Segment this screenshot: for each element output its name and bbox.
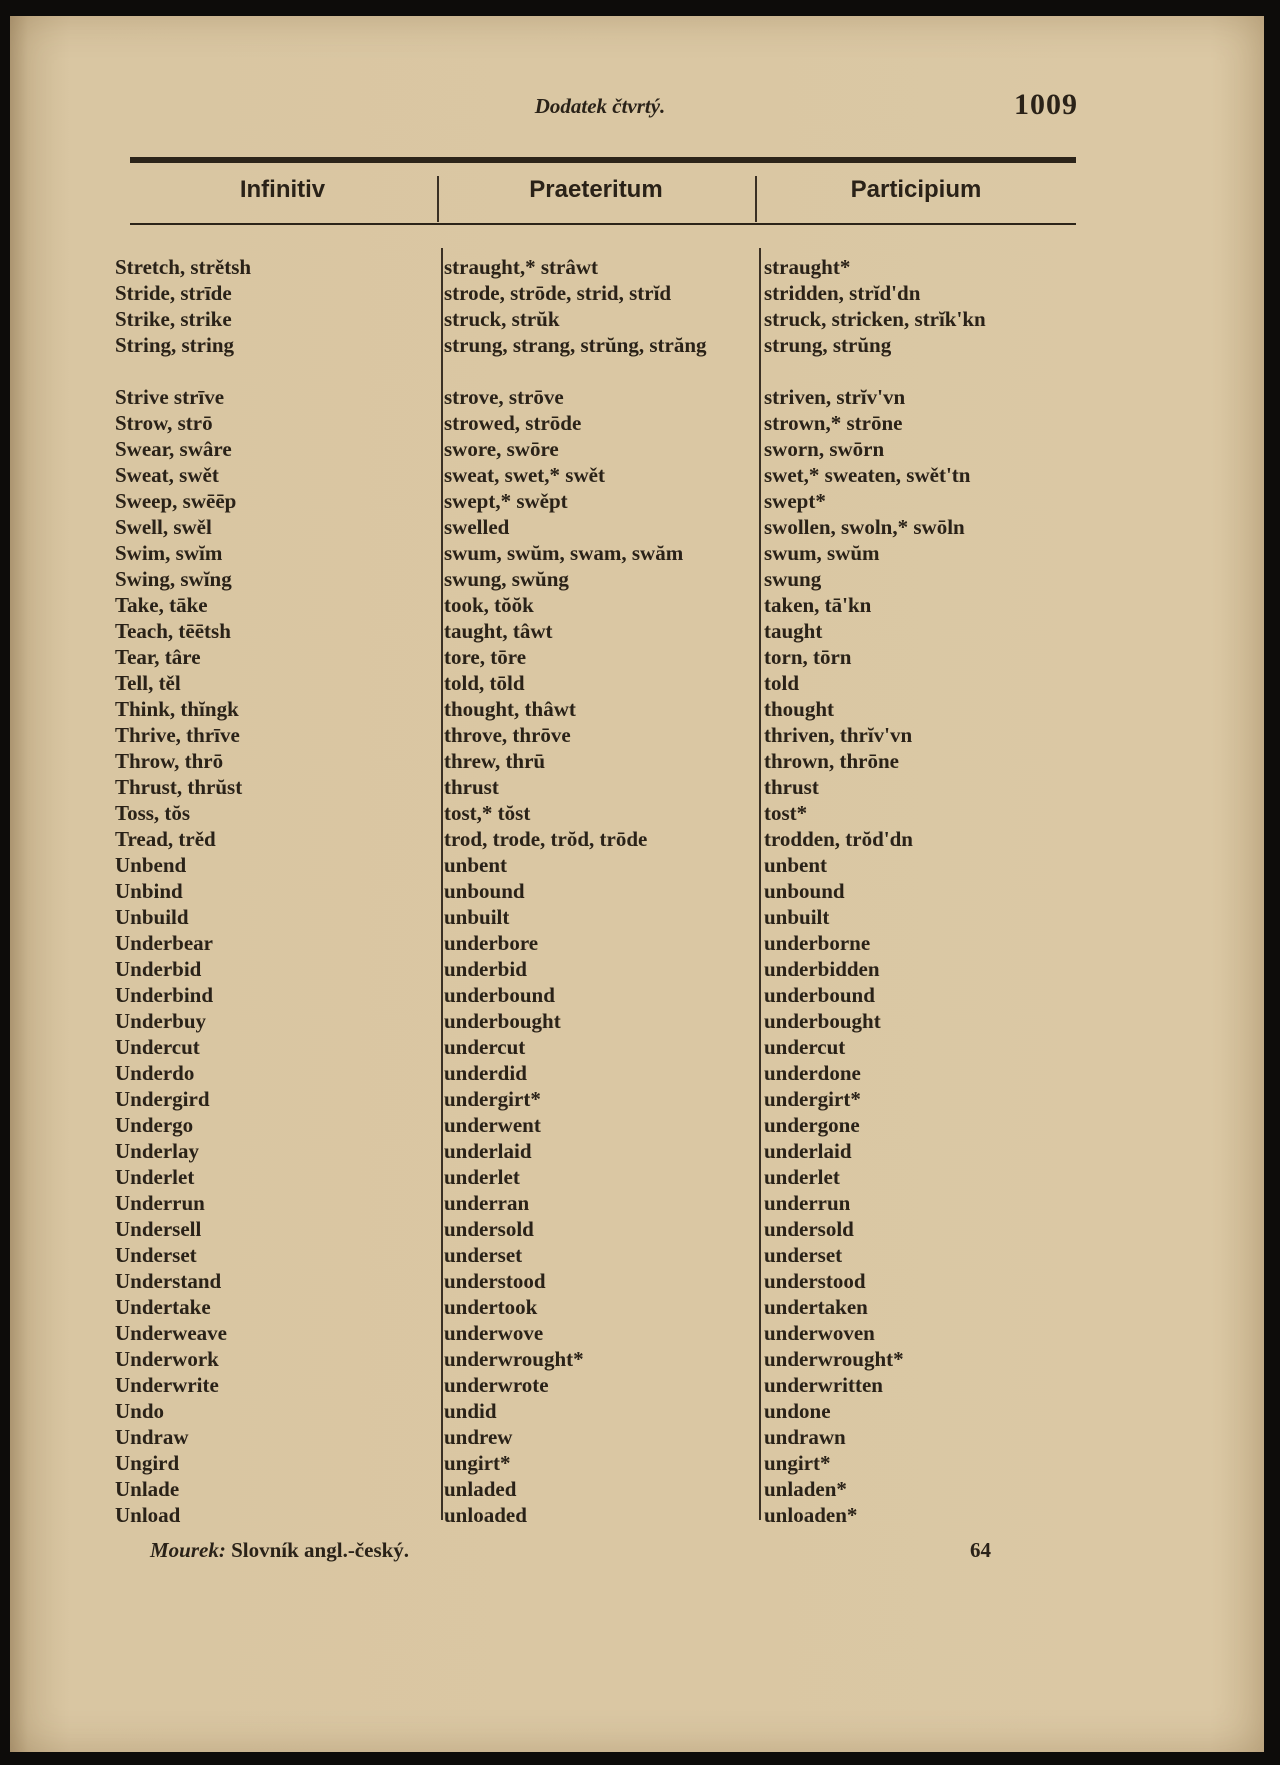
infinitive-cell: Take, tāke [115,593,208,617]
infinitive-cell: Throw, thrō [115,749,224,773]
preterite-cell: told, tōld [444,671,525,695]
preterite-cell: throve, thrōve [444,723,571,747]
infinitive-cell: Tell, těl [115,671,181,695]
preterite-cell: unloaded [444,1503,527,1527]
participle-cell: underset [764,1243,843,1267]
infinitive-cell: Underbear [115,931,213,955]
table-row [10,306,1264,332]
signature-line [150,1538,409,1563]
preterite-cell: underwove [444,1321,544,1345]
table-row [10,982,1264,1008]
table-row [10,566,1264,592]
participle-cell: undersold [764,1217,854,1241]
infinitive-cell: Unlade [115,1477,180,1501]
preterite-cell: undergirt* [444,1087,541,1111]
infinitive-cell: Unload [115,1503,181,1527]
preterite-cell: strowed, strōde [444,411,582,435]
preterite-cell: strode, strōde, strid, strĭd [444,281,672,305]
participle-cell: underbound [764,983,875,1007]
infinitive-cell: Toss, tŏs [115,801,191,825]
participle-cell: taken, tā'kn [764,593,872,617]
table-row [10,1294,1264,1320]
infinitive-cell: Underbid [115,957,202,981]
participle-cell: struck, stricken, strĭk'kn [764,307,986,331]
infinitive-cell: Understand [115,1269,222,1293]
table-row [10,1034,1264,1060]
participle-cell: unbuilt [764,905,830,929]
participle-cell: underwritten [764,1373,883,1397]
participle-cell: undone [764,1399,831,1423]
participle-cell: underdone [764,1061,861,1085]
participle-cell: swept* [764,489,826,513]
preterite-cell: tore, tōre [444,645,527,669]
preterite-cell: underset [444,1243,523,1267]
participle-cell: swet,* sweaten, swět'tn [764,463,971,487]
preterite-cell: took, tŏŏk [444,593,534,617]
preterite-cell: underdid [444,1061,527,1085]
table-row [10,332,1264,384]
participle-cell: thriven, thrĭv'vn [764,723,913,747]
table-row [10,826,1264,852]
table-row [10,436,1264,462]
infinitive-cell: Underbuy [115,1009,207,1033]
participle-cell: swung [764,567,822,591]
preterite-cell: underwent [444,1113,541,1137]
participle-cell: taught [764,619,823,643]
table-row [10,644,1264,670]
infinitive-cell: Underlay [115,1139,199,1163]
preterite-cell: taught, tâwt [444,619,553,643]
preterite-cell: underran [444,1191,530,1215]
footer-author: Mourek: [150,1538,226,1562]
preterite-cell: underwrote [444,1373,549,1397]
signature-number: 64 [970,1538,991,1562]
participle-cell: strung, strŭng [764,333,892,357]
table-row [10,618,1264,644]
infinitive-cell: Sweep, swēēp [115,489,237,513]
column-header-rule [130,223,1076,225]
participle-cell: swum, swŭm [764,541,880,565]
participle-cell: tost* [764,801,808,825]
preterite-cell: swore, swōre [444,437,559,461]
table-row [10,1112,1264,1138]
infinitive-cell: String, string [115,333,235,357]
preterite-cell: underlet [444,1165,520,1189]
participle-cell: underbidden [764,957,880,981]
participle-cell: torn, tōrn [764,645,852,669]
table-row [10,280,1264,306]
participle-cell: underwrought* [764,1347,904,1371]
preterite-cell: underbore [444,931,539,955]
infinitive-cell: Sweat, swět [115,463,219,487]
preterite-cell: sweat, swet,* swět [444,463,605,487]
preterite-cell: understood [444,1269,546,1293]
table-row [10,540,1264,566]
infinitive-cell: Undo [115,1399,165,1423]
participle-cell: strown,* strōne [764,411,903,435]
preterite-cell: struck, strŭk [444,307,560,331]
infinitive-cell: Stretch, strětsh [115,255,252,279]
participle-cell: unladen* [764,1477,847,1501]
infinitive-cell: Undercut [115,1035,200,1059]
preterite-cell: unladed [444,1477,517,1501]
header-rule [130,157,1076,163]
infinitive-cell: Undertake [115,1295,211,1319]
infinitive-cell: Underwork [115,1347,219,1371]
table-row [10,722,1264,748]
running-title: Dodatek čtvrtý. [534,94,666,118]
table-row [10,852,1264,878]
participle-cell: straught* [764,255,851,279]
participle-cell: understood [764,1269,866,1293]
table-row [10,1502,1264,1528]
participle-cell: thrust [764,775,819,799]
infinitive-cell: Strow, strō [115,411,213,435]
participle-cell: thrown, thrōne [764,749,899,773]
participle-cell: undertaken [764,1295,868,1319]
dictionary-page [10,16,1264,1752]
table-row [10,410,1264,436]
infinitive-cell: Swing, swĭng [115,567,232,591]
preterite-cell: swept,* swěpt [444,489,568,513]
table-row [10,930,1264,956]
participle-cell: undercut [764,1035,846,1059]
table-row [10,592,1264,618]
infinitive-cell: Underbind [115,983,214,1007]
table-row [10,1164,1264,1190]
preterite-cell: underwrought* [444,1347,584,1371]
participle-cell: underborne [764,931,871,955]
participle-cell: undergirt* [764,1087,861,1111]
infinitive-cell: Undergird [115,1087,210,1111]
preterite-cell: unbuilt [444,905,510,929]
infinitive-cell: Thrust, thrŭst [115,775,243,799]
participle-cell: sworn, swōrn [764,437,885,461]
infinitive-cell: Strike, strike [115,307,232,331]
column-header-infinitive: Infinitiv [239,176,326,203]
preterite-cell: unbound [444,879,525,903]
column-header-participle: Participium [850,176,982,203]
preterite-cell: unbent [444,853,508,877]
participle-cell: swollen, swoln,* swōln [764,515,965,539]
table-row [10,1086,1264,1112]
table-row [10,1242,1264,1268]
table-row [10,1216,1264,1242]
participle-cell: unbound [764,879,845,903]
infinitive-cell: Undersell [115,1217,202,1241]
verb-table [10,254,1264,1528]
participle-cell: thought [764,697,835,721]
table-row [10,1424,1264,1450]
preterite-cell: undrew [444,1425,513,1449]
participle-cell: ungirt* [764,1451,831,1475]
participle-cell: undergone [764,1113,860,1137]
preterite-cell: thought, thâwt [444,697,576,721]
infinitive-cell: Thrive, thrīve [115,723,240,747]
participle-cell: striven, strĭv'vn [764,385,906,409]
table-row [10,514,1264,540]
table-row [10,1138,1264,1164]
table-row [10,488,1264,514]
participle-cell: underbought [764,1009,881,1033]
preterite-cell: straught,* strâwt [444,255,598,279]
preterite-cell: underlaid [444,1139,532,1163]
column-header-preterite: Praeteritum [529,176,663,203]
infinitive-cell: Ungird [115,1451,180,1475]
preterite-cell: strung, strang, strŭng, străng [444,333,707,357]
preterite-cell: undid [444,1399,497,1423]
infinitive-cell: Unbind [115,879,183,903]
table-row [10,670,1264,696]
participle-cell: undrawn [764,1425,846,1449]
table-row [10,254,1264,280]
preterite-cell: ungirt* [444,1451,511,1475]
table-row [10,1450,1264,1476]
preterite-cell: strove, strōve [444,385,564,409]
preterite-cell: underbound [444,983,555,1007]
infinitive-cell: Stride, strīde [115,281,232,305]
participle-cell: unloaden* [764,1503,858,1527]
preterite-cell: swum, swŭm, swam, swăm [444,541,684,565]
infinitive-cell: Underset [115,1243,197,1267]
infinitive-cell: Unbend [115,853,187,877]
table-row [10,1398,1264,1424]
preterite-cell: underbought [444,1009,561,1033]
table-row [10,878,1264,904]
column-divider [437,176,439,222]
infinitive-cell: Swear, swâre [115,437,232,461]
infinitive-cell: Underwrite [115,1373,219,1397]
table-row [10,1190,1264,1216]
table-row [10,748,1264,774]
participle-cell: underrun [764,1191,851,1215]
participle-cell: trodden, trŏd'dn [764,827,913,851]
infinitive-cell: Undergo [115,1113,194,1137]
table-row [10,1268,1264,1294]
table-row [10,956,1264,982]
infinitive-cell: Underrun [115,1191,205,1215]
participle-cell: unbent [764,853,828,877]
preterite-cell: swung, swŭng [444,567,569,591]
preterite-cell: undercut [444,1035,526,1059]
participle-cell: told [764,671,800,695]
table-row [10,904,1264,930]
participle-cell: stridden, strĭd'dn [764,281,921,305]
participle-cell: underwoven [764,1321,875,1345]
infinitive-cell: Undraw [115,1425,189,1449]
infinitive-cell: Tear, târe [115,645,201,669]
preterite-cell: swelled [444,515,510,539]
participle-cell: underlet [764,1165,840,1189]
table-row [10,1346,1264,1372]
page-number: 1009 [1014,88,1078,121]
infinitive-cell: Tread, trěd [115,827,216,851]
preterite-cell: threw, thrū [444,749,546,773]
table-row [10,800,1264,826]
infinitive-cell: Unbuild [115,905,189,929]
table-row [10,1372,1264,1398]
table-row [10,462,1264,488]
infinitive-cell: Swim, swĭm [115,541,223,565]
footer-book-title: Slovník angl.-český. [231,1538,410,1562]
preterite-cell: underbid [444,957,527,981]
preterite-cell: trod, trode, trŏd, trōde [444,827,648,851]
preterite-cell: undersold [444,1217,534,1241]
preterite-cell: thrust [444,775,499,799]
infinitive-cell: Swell, swěl [115,515,212,539]
table-row [10,1008,1264,1034]
table-row [10,1060,1264,1086]
infinitive-cell: Underweave [115,1321,227,1345]
table-row [10,774,1264,800]
participle-cell: underlaid [764,1139,852,1163]
column-divider [755,176,757,222]
infinitive-cell: Think, thĭngk [115,697,239,721]
table-row [10,1320,1264,1346]
table-row [10,384,1264,410]
table-row [10,1476,1264,1502]
infinitive-cell: Underlet [115,1165,195,1189]
table-row [10,696,1264,722]
infinitive-cell: Strive strīve [115,385,225,409]
infinitive-cell: Underdo [115,1061,195,1085]
infinitive-cell: Teach, tēētsh [115,619,231,643]
preterite-cell: undertook [444,1295,538,1319]
preterite-cell: tost,* tŏst [444,801,531,825]
